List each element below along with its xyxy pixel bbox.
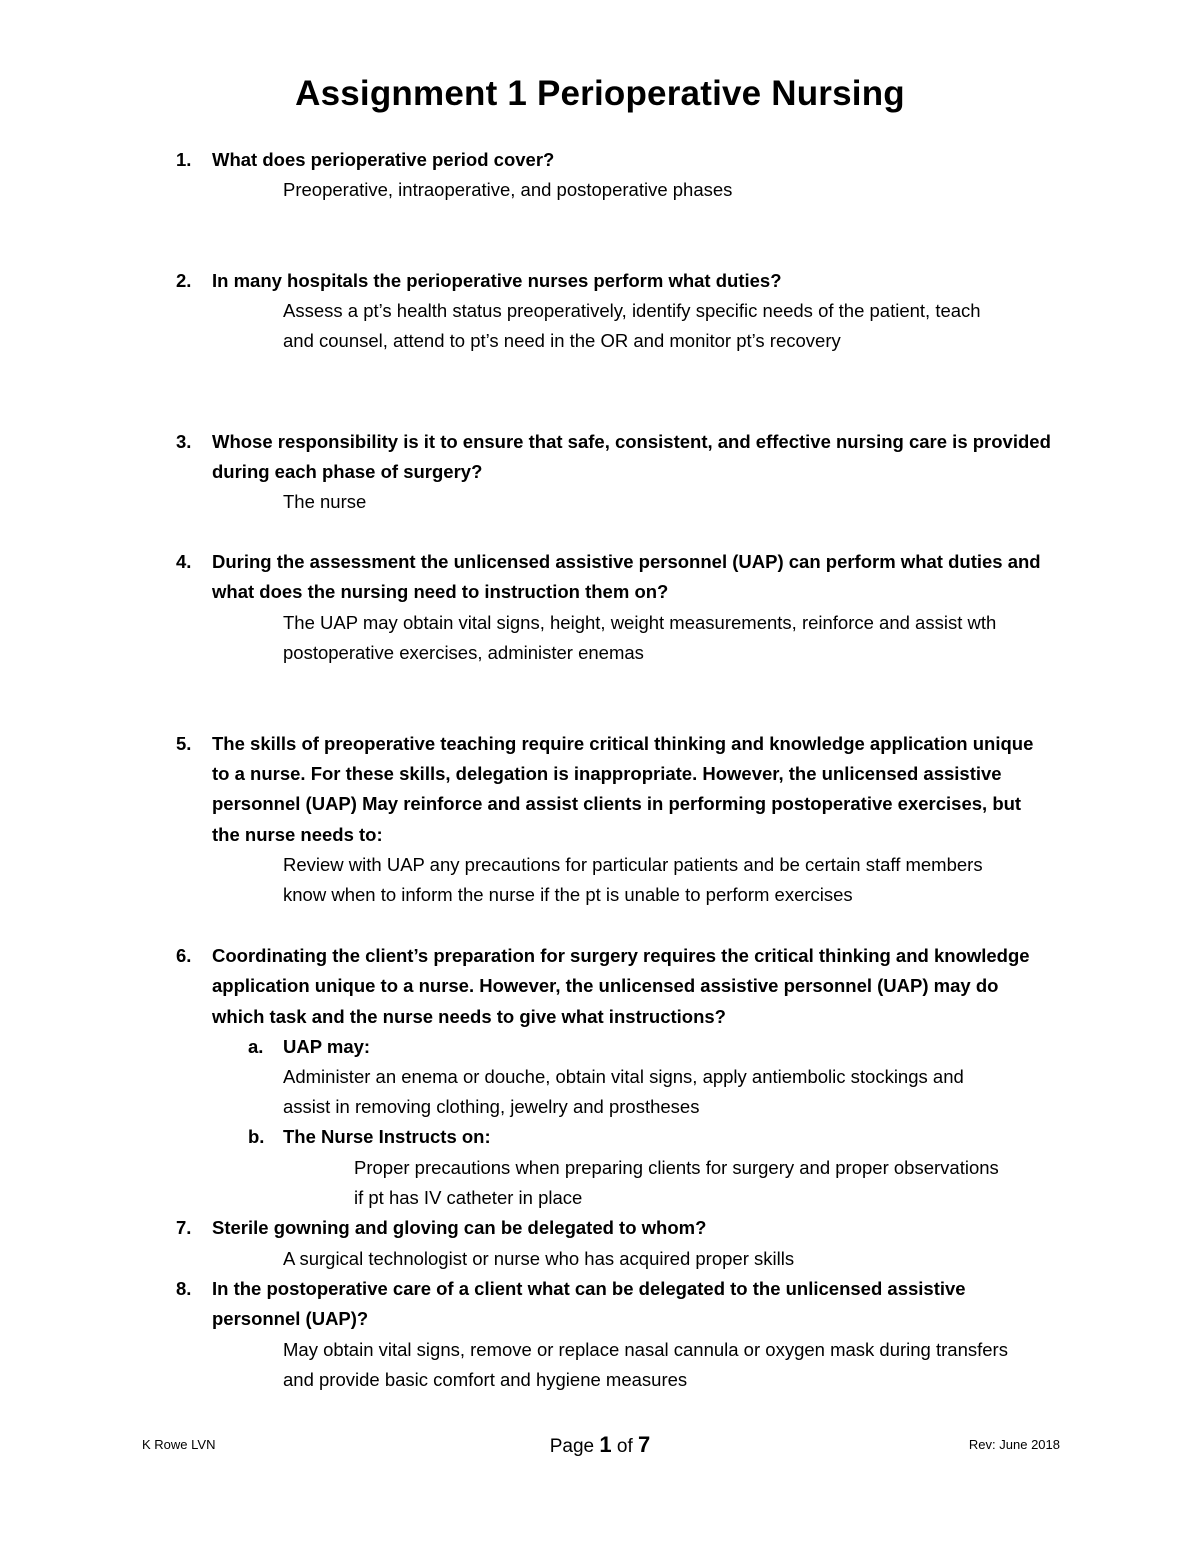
answer-text: Preoperative, intraoperative, and postoperative phases [283, 179, 733, 200]
question-text: Whose responsibility is it to ensure that safe, consistent, and effective nursing care is provided [212, 431, 1051, 452]
sub-item-heading: The Nurse Instructs on: [283, 1126, 491, 1147]
answer-text: and provide basic comfort and hygiene measures [283, 1369, 688, 1390]
answer-text: assist in removing clothing, jewelry and prostheses [283, 1096, 700, 1117]
page-title: Assignment 1 Perioperative Nursing [295, 74, 905, 113]
question-text: what does the nursing need to instruction them on? [212, 581, 669, 602]
sub-item-letter: b. [248, 1126, 265, 1147]
question-number: 2. [176, 270, 192, 291]
answer-text: Proper precautions when preparing clients for surgery and proper observations [354, 1157, 999, 1178]
answer-text: Review with UAP any precautions for particular patients and be certain staff members [283, 854, 983, 875]
question-text: During the assessment the unlicensed assistive personnel (UAP) can perform what duties and [212, 551, 1041, 572]
question-number: 8. [176, 1278, 192, 1299]
page-current: 1 [599, 1432, 612, 1457]
answer-text: The nurse [283, 491, 367, 512]
question-text: The skills of preoperative teaching require critical thinking and knowledge application unique [212, 733, 1034, 754]
question-text: which task and the nurse needs to give what instructions? [212, 1006, 726, 1027]
answer-text: postoperative exercises, administer enemas [283, 642, 644, 663]
question-number: 5. [176, 733, 192, 754]
question-text: personnel (UAP)? [212, 1308, 369, 1329]
question-text: In many hospitals the perioperative nurses perform what duties? [212, 270, 782, 291]
answer-text: A surgical technologist or nurse who has acquired proper skills [283, 1248, 795, 1269]
question-number: 4. [176, 551, 192, 572]
footer-author: K Rowe LVN [142, 1437, 216, 1452]
sub-item-letter: a. [248, 1036, 264, 1057]
answer-text: May obtain vital signs, remove or replace nasal cannula or oxygen mask during transfers [283, 1339, 1008, 1360]
page-of: of [616, 1436, 633, 1457]
answer-text: The UAP may obtain vital signs, height, weight measurements, reinforce and assist wth [283, 612, 997, 633]
question-text: Coordinating the client’s preparation for surgery requires the critical thinking and knowledge [212, 945, 1030, 966]
question-number: 3. [176, 431, 192, 452]
question-text: Sterile gowning and gloving can be delegated to whom? [212, 1217, 707, 1238]
question-text: to a nurse. For these skills, delegation is inappropriate. However, the unlicensed assistive [212, 763, 1002, 784]
question-text: the nurse needs to: [212, 824, 383, 845]
question-number: 1. [176, 149, 192, 170]
answer-text: if pt has IV catheter in place [354, 1187, 583, 1208]
question-text: application unique to a nurse. However, the unlicensed assistive personnel (UAP) may do [212, 975, 999, 996]
question-number: 6. [176, 945, 192, 966]
page-word: Page [549, 1436, 595, 1457]
answer-text: Assess a pt’s health status preoperatively, identify specific needs of the patient, teach [283, 300, 981, 321]
sub-item-heading: UAP may: [283, 1036, 371, 1057]
answer-text: know when to inform the nurse if the pt is unable to perform exercises [283, 884, 853, 905]
footer-revision: Rev: June 2018 [968, 1437, 1060, 1452]
question-text: In the postoperative care of a client what can be delegated to the unlicensed assistive [212, 1278, 966, 1299]
answer-text: and counsel, attend to pt’s need in the OR and monitor pt’s recovery [283, 330, 841, 351]
page-total: 7 [638, 1432, 651, 1457]
question-text: during each phase of surgery? [212, 461, 483, 482]
answer-text: Administer an enema or douche, obtain vital signs, apply antiembolic stockings and [283, 1066, 964, 1087]
question-number: 7. [176, 1217, 192, 1238]
question-text: personnel (UAP) May reinforce and assist clients in performing postoperative exercises, but [212, 793, 1022, 814]
question-text: What does perioperative period cover? [212, 149, 555, 170]
